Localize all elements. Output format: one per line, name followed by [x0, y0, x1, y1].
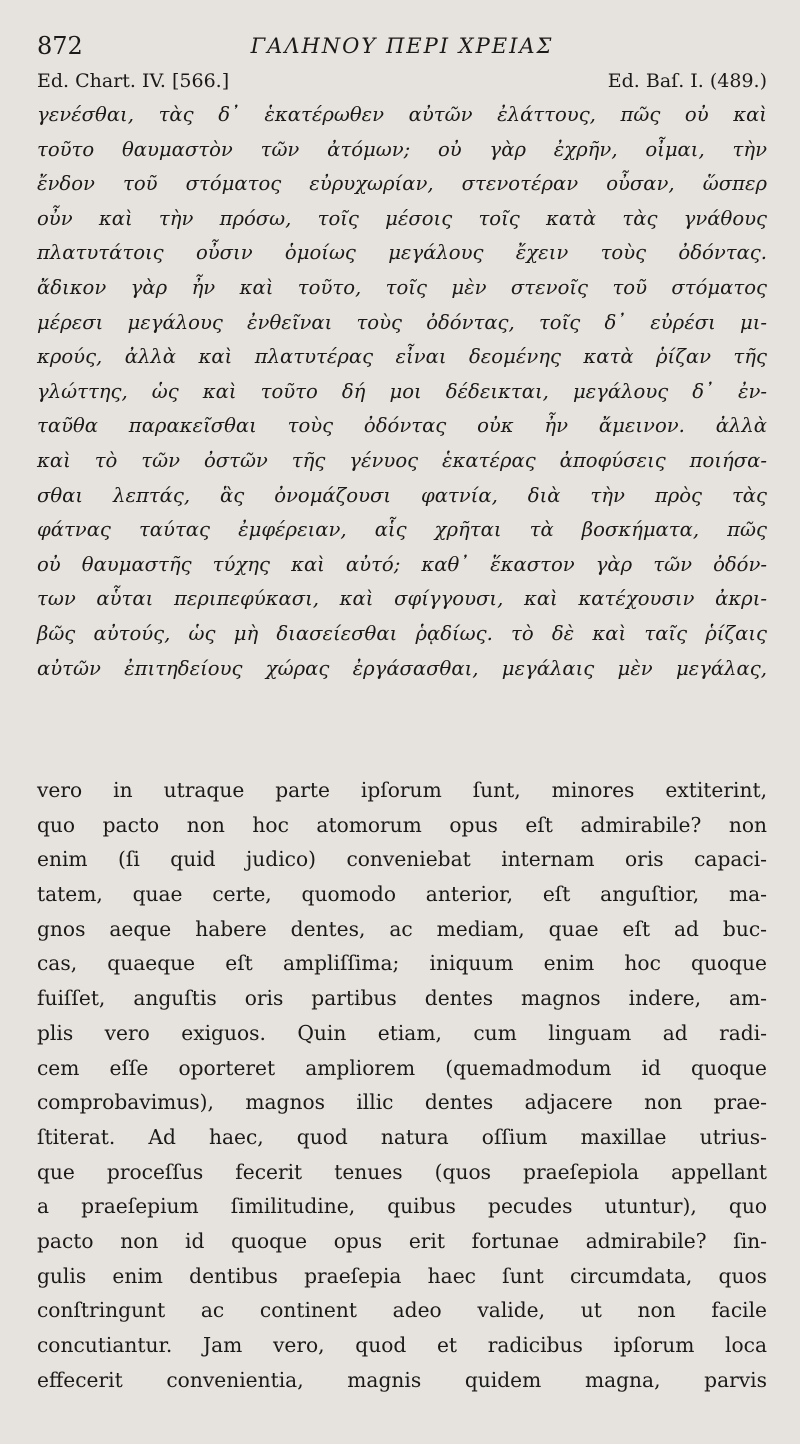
- greek-text-line: των αὗται περιπεφύκασι, καὶ σφίγγουσι, καὶ κατέχουσιν ἀκρι-: [37, 587, 767, 611]
- latin-text-line: tatem, quae certe, quomodo anterior, eſt anguſtior, ma-: [37, 882, 767, 907]
- greek-text-line: αὐτῶν ἐπιτηδείους χώρας ἐργάσασθαι, μεγάλαις μὲν μεγάλας,: [37, 656, 767, 680]
- greek-text-line: μέρεσι μεγάλους ἐνθεῖναι τοὺς ὀδόντας, τοῖς δ᾽ εὐρέσι μι-: [37, 310, 767, 334]
- greek-text-line: καὶ τὸ τῶν ὀστῶν τῆς γένυος ἑκατέρας ἀποφύσεις ποιήσα-: [37, 448, 767, 472]
- edition-reference-chartier: Ed. Chart. IV. [566.]: [37, 70, 230, 92]
- greek-text-line: πλατυτάτοις οὖσιν ὁμοίως μεγάλους ἔχειν τοὺς ὀδόντας.: [37, 241, 767, 265]
- latin-text-line: gnos aeque habere dentes, ac mediam, quae eſt ad buc-: [37, 916, 767, 941]
- greek-text-line: γλώττης, ὡς καὶ τοῦτο δή μοι δέδεικται, μεγάλους δ᾽ ἐν-: [37, 379, 767, 403]
- greek-text-line: ἄδικον γὰρ ἦν καὶ τοῦτο, τοῖς μὲν στενοῖς τοῦ στόματος: [37, 275, 767, 299]
- latin-text-line: comprobavimus), magnos illic dentes adjacere non prae-: [37, 1090, 767, 1115]
- latin-text-line: cem eſſe oporteret ampliorem (quemadmodum id quoque: [37, 1055, 767, 1080]
- greek-text-line: ἔνδον τοῦ στόματος εὐρυχωρίαν, στενοτέραν οὖσαν, ὥσπερ: [37, 172, 767, 196]
- greek-text-line: κρούς, ἀλλὰ καὶ πλατυτέρας εἶναι δεομένης κατὰ ῥίζαν τῆς: [37, 345, 767, 369]
- latin-text-line: ſtiterat. Ad haec, quod natura oſſium maxillae utrius-: [37, 1124, 767, 1149]
- page-header: [37, 30, 767, 64]
- latin-text-line: cas, quaeque eſt ampliſſima; iniquum enim hoc quoque: [37, 951, 767, 976]
- edition-references: [37, 64, 767, 98]
- greek-text-line: βῶς αὐτούς, ὡς μὴ διασείεσθαι ῥᾳδίως. τὸ δὲ καὶ ταῖς ῥίζαις: [37, 621, 767, 645]
- greek-text-line: οὖν καὶ τὴν πρόσω, τοῖς μέσοις τοῖς κατὰ τὰς γνάθους: [37, 206, 767, 230]
- latin-text-line: gulis enim dentibus praeſepia haec ſunt circumdata, quos: [37, 1263, 767, 1288]
- latin-text-line: pacto non id quoque opus erit fortunae admirabile? ſin-: [37, 1228, 767, 1253]
- running-title: ΓΑΛΗΝΟΥ ΠΕΡΙ ΧΡΕΙΑΣ: [250, 34, 554, 58]
- latin-text-line: conſtringunt ac continent adeo valide, ut non facile: [37, 1298, 767, 1323]
- latin-text-line: plis vero exiguos. Quin etiam, cum linguam ad radi-: [37, 1020, 767, 1045]
- greek-text-line: ταῦθα παρακεῖσθαι τοὺς ὀδόντας οὐκ ἦν ἄμεινον. ἀλλὰ: [37, 414, 767, 438]
- latin-text-line: enim (ſi quid judico) conveniebat internam oris capaci-: [37, 847, 767, 872]
- latin-text-line: concutiantur. Jam vero, quod et radicibus ipſorum loca: [37, 1333, 767, 1357]
- greek-text-line: γενέσθαι, τὰς δ᾽ ἑκατέρωθεν αὐτῶν ἐλάττους, πῶς οὐ καὶ: [37, 103, 767, 126]
- edition-reference-basel: Ed. Baſ. I. (489.): [607, 70, 767, 92]
- greek-text-block: [37, 98, 767, 686]
- greek-text-line: σθαι λεπτάς, ἃς ὀνομάζουσι φατνία, διὰ τὴν πρὸς τὰς: [37, 483, 767, 507]
- latin-text-line: effecerit convenientia, magnis quidem magna, parvis: [37, 1367, 767, 1392]
- greek-text-line: τοῦτο θαυμαστὸν τῶν ἀτόμων; οὐ γὰρ ἐχρῆν, οἶμαι, τὴν: [37, 137, 767, 161]
- greek-text-line: οὐ θαυμαστῆς τύχης καὶ αὐτό; καθ᾽ ἕκαστον γὰρ τῶν ὀδόν-: [37, 552, 767, 576]
- latin-text-line: vero in utraque parte ipſorum ſunt, minores extiterint,: [37, 778, 767, 802]
- latin-text-line: que proceſſus fecerit tenues (quos praeſepiola appellant: [37, 1159, 767, 1184]
- page-number: 872: [37, 32, 83, 60]
- latin-text-block: [37, 773, 767, 1397]
- latin-text-line: quo pacto non hoc atomorum opus eſt admirabile? non: [37, 812, 767, 837]
- latin-text-line: fuiſſet, anguſtis oris partibus dentes magnos indere, am-: [37, 986, 767, 1011]
- greek-text-line: φάτνας ταύτας ἐμφέρειαν, αἷς χρῆται τὰ βοσκήματα, πῶς: [37, 518, 767, 542]
- latin-text-line: a praeſepium ſimilitudine, quibus pecudes utuntur), quo: [37, 1194, 767, 1219]
